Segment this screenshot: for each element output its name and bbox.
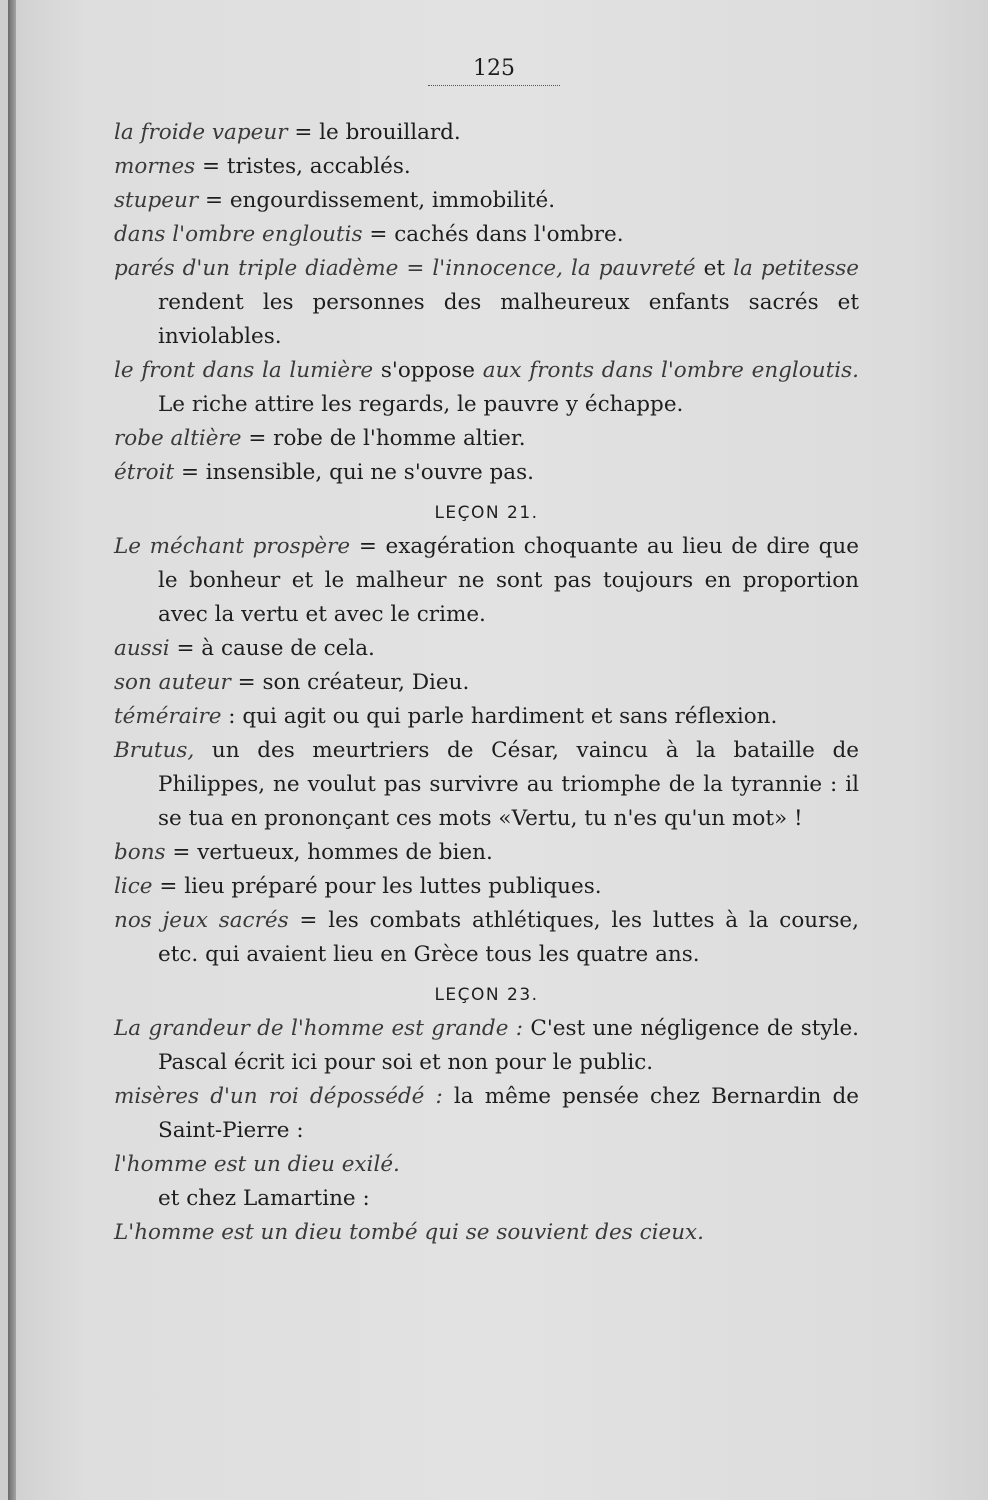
entry-definition: cachés dans l'ombre. xyxy=(394,222,624,247)
entry-term: la froide vapeur xyxy=(114,120,288,145)
entry-term: dans l'ombre engloutis xyxy=(114,222,363,247)
glossary-entry xyxy=(114,870,859,904)
glossary-entry xyxy=(114,632,859,666)
entry-definition: Le riche attire les regards, le pauvre y échappe. xyxy=(158,392,684,417)
glossary-section-1 xyxy=(114,116,859,490)
glossary-section-2 xyxy=(114,530,859,972)
glossary-entry xyxy=(114,150,859,184)
entry-separator: s'oppose xyxy=(373,358,483,383)
entry-separator: = xyxy=(230,670,263,695)
entry-term: son auteur xyxy=(114,670,231,695)
entry-definition: robe de l'homme altier. xyxy=(273,426,526,451)
glossary-entry xyxy=(114,354,859,422)
entry-term: étroit xyxy=(114,460,175,485)
glossary-entry xyxy=(114,116,859,150)
entry-term: nos jeux sacrés xyxy=(114,908,289,933)
page-content xyxy=(114,116,859,1250)
entry-definition: C'est une négligence de style. Pascal écrit ici pour soi et non pour le public. xyxy=(158,1016,860,1075)
entry-definition: à cause de cela. xyxy=(201,636,375,661)
glossary-entry xyxy=(114,1080,859,1148)
entry-separator: = xyxy=(287,120,320,145)
entry-separator: = xyxy=(288,908,329,933)
quote-lamartine: L'homme est un dieu tombé qui se souvient des cieux. xyxy=(114,1220,705,1245)
entry-term: Brutus, xyxy=(114,738,195,763)
glossary-entry xyxy=(114,734,859,836)
entry-separator: = xyxy=(198,188,230,213)
glossary-entry xyxy=(114,422,859,456)
entry-term: le front dans la lumière xyxy=(114,358,374,383)
entry-separator: = xyxy=(174,460,206,485)
entry-separator: et xyxy=(695,256,734,281)
entry-separator: : xyxy=(221,704,243,729)
book-page xyxy=(8,0,988,1500)
glossary-entry xyxy=(114,836,859,870)
quote-bernardin: l'homme est un dieu exilé. xyxy=(114,1152,400,1177)
glossary-entry xyxy=(114,666,859,700)
entry-term: robe altière xyxy=(114,426,242,451)
entry-definition: les combats athlétiques, les luttes à la course, etc. qui avaient lieu en Grèce tous les quatre ans. xyxy=(158,908,859,967)
entry-term: stupeur xyxy=(114,188,199,213)
glossary-section-3 xyxy=(114,1012,859,1148)
entry-definition: le brouillard. xyxy=(319,120,461,145)
entry-definition: la même pensée chez Bernardin de Saint-Pierre : xyxy=(158,1084,859,1143)
entry-separator: = xyxy=(165,840,198,865)
lesson-heading-21: LEÇON 21. xyxy=(434,503,539,523)
entry-separator: = xyxy=(350,534,386,559)
glossary-entry xyxy=(114,1012,859,1080)
entry-definition: son créateur, Dieu. xyxy=(262,670,470,695)
entry-term: téméraire xyxy=(114,704,222,729)
entry-definition: tristes, accablés. xyxy=(226,154,411,179)
page-number: 125 xyxy=(428,56,560,86)
entry-term: lice xyxy=(114,874,153,899)
entry-separator: = xyxy=(195,154,227,179)
entry-separator xyxy=(443,1084,454,1109)
entry-term: la petitesse xyxy=(733,256,859,281)
entry-definition: engourdissement, immobilité. xyxy=(229,188,556,213)
entry-definition: vertueux, hommes de bien. xyxy=(197,840,493,865)
entry-term: bons xyxy=(114,840,166,865)
connector-text: et chez Lamartine : xyxy=(158,1186,370,1211)
glossary-entry xyxy=(114,700,859,734)
entry-term: mornes xyxy=(114,154,196,179)
entry-term: La grandeur de l'homme est grande : xyxy=(114,1016,524,1041)
glossary-entry xyxy=(114,252,859,354)
entry-separator: = xyxy=(152,874,185,899)
entry-separator xyxy=(194,738,212,763)
entry-term: Le méchant prospère xyxy=(114,534,351,559)
entry-separator: = xyxy=(241,426,274,451)
entry-definition: qui agit ou qui parle hardiment et sans réflexion. xyxy=(242,704,778,729)
entry-term: aux fronts dans l'ombre engloutis. xyxy=(482,358,859,383)
entry-definition: exagération choquante au lieu de dire que le bonheur et le malheur ne sont pas toujours en proportion avec la vertu et avec le crime. xyxy=(158,534,860,627)
entry-separator: = xyxy=(362,222,395,247)
entry-definition: un des meurtriers de César, vaincu à la bataille de Philippes, ne voulut pas survivre au triomphe de la tyrannie : il se tua en prononçant ces mots «Vertu, tu n'es qu'un mot» ! xyxy=(158,738,859,831)
glossary-entry xyxy=(114,218,859,252)
page-spine xyxy=(8,0,16,1500)
entry-term: aussi xyxy=(114,636,170,661)
entry-definition: lieu préparé pour les luttes publiques. xyxy=(184,874,602,899)
glossary-entry xyxy=(114,904,859,972)
entry-term: misères d'un roi dépossédé : xyxy=(114,1084,443,1109)
glossary-entry xyxy=(114,184,859,218)
entry-separator: = xyxy=(169,636,202,661)
lesson-heading-23: LEÇON 23. xyxy=(434,985,539,1005)
entry-definition: insensible, qui ne s'ouvre pas. xyxy=(205,460,534,485)
glossary-entry xyxy=(114,456,859,490)
entry-term: parés d'un triple diadème = l'innocence, la pauvreté xyxy=(114,256,696,281)
entry-definition: rendent les personnes des malheureux enfants sacrés et inviolables. xyxy=(158,290,859,349)
glossary-entry xyxy=(114,530,859,632)
